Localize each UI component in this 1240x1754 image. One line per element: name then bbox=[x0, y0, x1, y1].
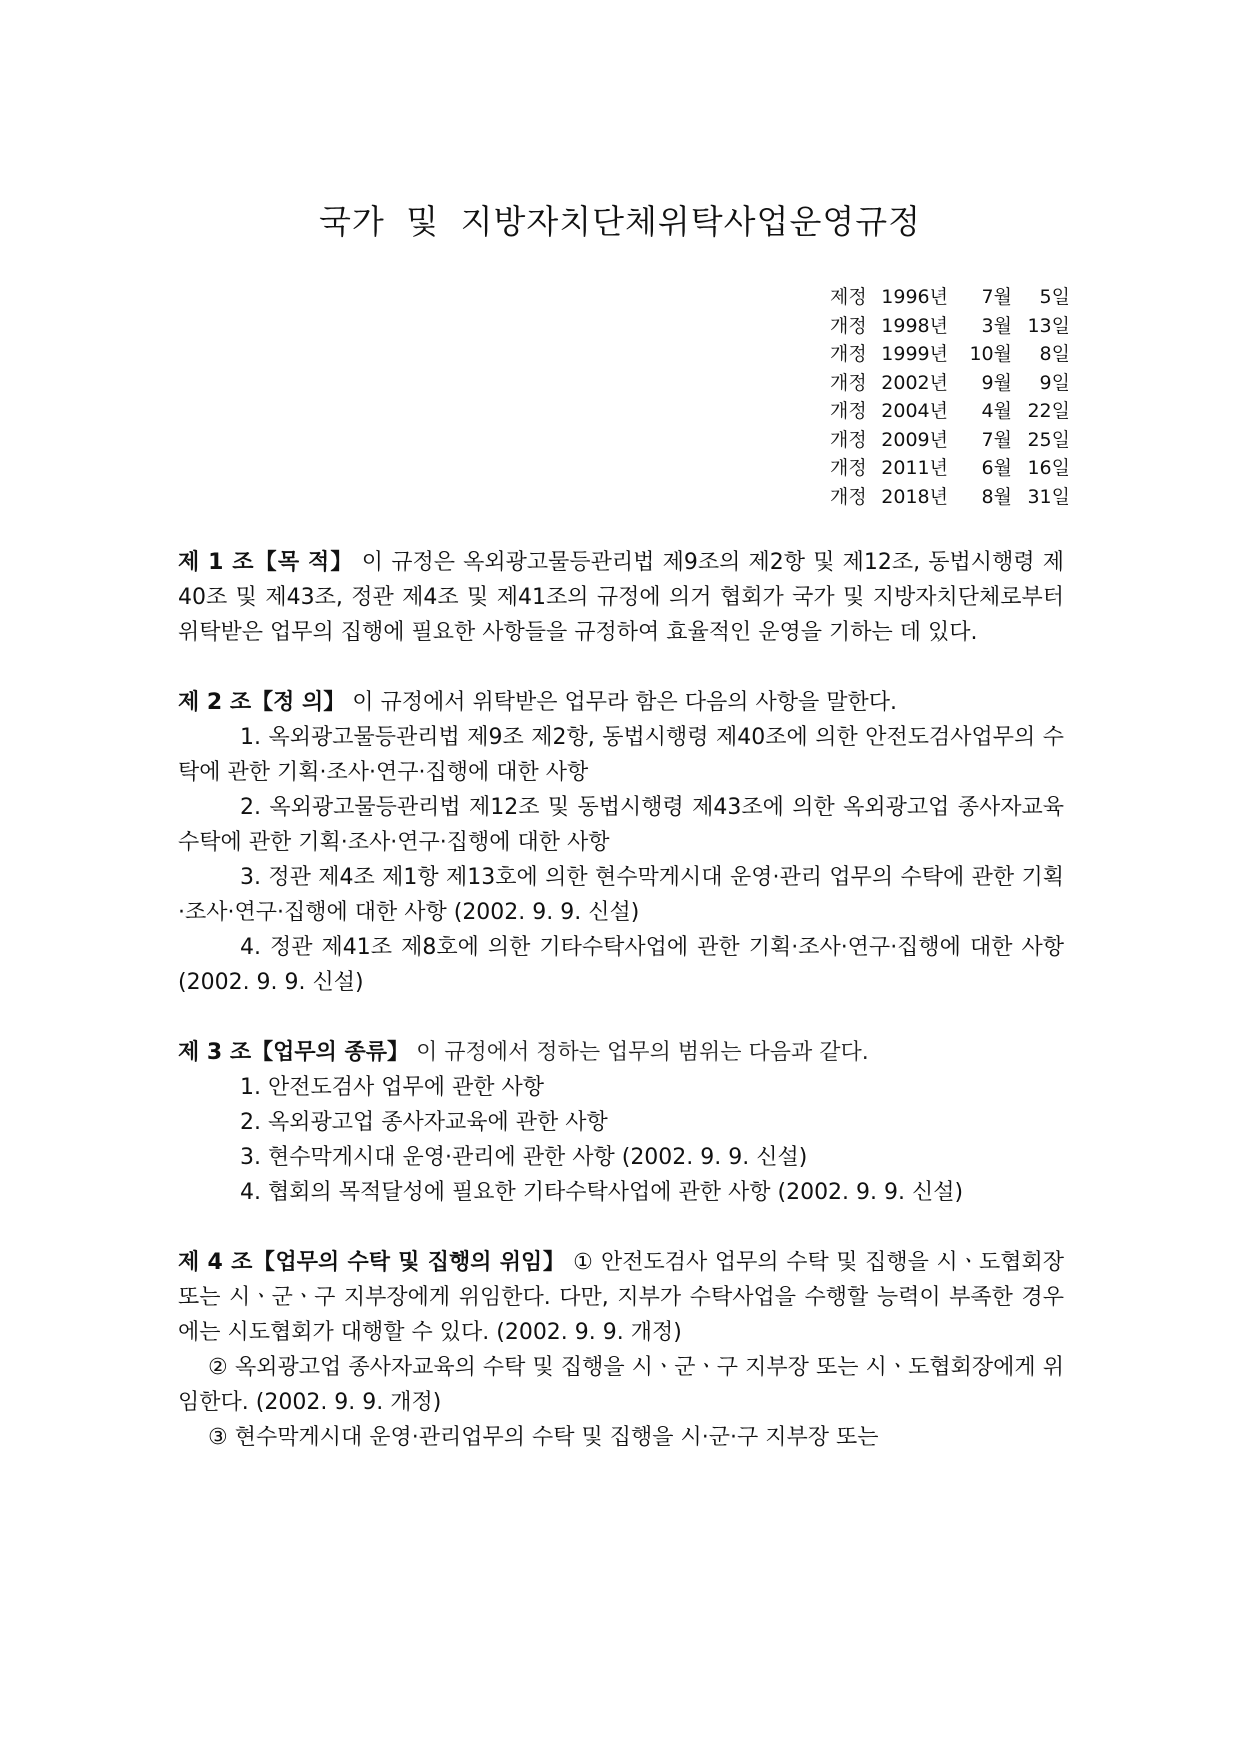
article-4-paragraph bbox=[178, 1245, 1064, 1350]
revision-history-row bbox=[770, 340, 1070, 369]
document-title: 국가 및 지방자치단체위탁사업운영규정 bbox=[319, 202, 921, 241]
revision-day: 9일 bbox=[1039, 371, 1070, 394]
revision-month: 7월 bbox=[981, 428, 1012, 451]
revision-history-row bbox=[770, 454, 1070, 483]
revision-label: 개정 bbox=[830, 314, 867, 337]
revision-label: 개정 bbox=[830, 485, 867, 508]
article-4-clause: ③ 현수막게시대 운영·관리업무의 수탁 및 집행을 시·군·구 지부장 또는 bbox=[208, 1425, 879, 1450]
revision-history bbox=[770, 283, 1070, 511]
revision-year: 2011년 bbox=[881, 457, 948, 479]
revision-year: 2004년 bbox=[881, 400, 948, 422]
article-1-heading: 제 1 조【목 적】 bbox=[178, 550, 354, 575]
article-3-item: 2. 옥외광고업 종사자교육에 관한 사항 bbox=[240, 1110, 608, 1135]
revision-day: 5일 bbox=[1039, 286, 1070, 308]
article-1-paragraph bbox=[178, 545, 1064, 650]
revision-label: 개정 bbox=[830, 371, 867, 394]
revision-day: 13일 bbox=[1027, 314, 1070, 337]
revision-label: 개정 bbox=[830, 400, 867, 422]
revision-label: 제정 bbox=[830, 286, 867, 308]
revision-year: 1998년 bbox=[881, 314, 948, 337]
revision-year: 2018년 bbox=[881, 485, 948, 508]
revision-month: 8월 bbox=[981, 485, 1012, 508]
revision-month: 6월 bbox=[981, 457, 1012, 479]
article-2-item: 2. 옥외광고물등관리법 제12조 및 동법시행령 제43조에 의한 옥외광고업 종사자교육 수탁에 관한 기획·조사·연구·집행에 대한 사항 bbox=[178, 795, 1064, 855]
article-1 bbox=[178, 545, 1064, 650]
article-2-item: 4. 정관 제41조 제8호에 의한 기타수탁사업에 관한 기획·조사·연구·집행에 대한 사항(2002. 9. 9. 신설) bbox=[178, 935, 1064, 995]
article-2-heading: 제 2 조【정 의】 bbox=[178, 690, 346, 715]
article-2-item: 1. 옥외광고물등관리법 제9조 제2항, 동법시행령 제40조에 의한 안전도검사업무의 수탁에 관한 기획·조사·연구·집행에 대한 사항 bbox=[178, 725, 1064, 785]
article-3-paragraph bbox=[178, 1035, 1064, 1070]
article-4 bbox=[178, 1245, 1064, 1455]
article-4-heading: 제 4 조【업무의 수탁 및 집행의 위임】 bbox=[178, 1250, 566, 1275]
revision-year: 1996년 bbox=[881, 286, 948, 308]
article-2-paragraph bbox=[178, 685, 1064, 720]
article-2 bbox=[178, 685, 1064, 1000]
document-body bbox=[178, 545, 1064, 1490]
revision-month: 3월 bbox=[981, 314, 1012, 337]
revision-day: 8일 bbox=[1039, 343, 1070, 365]
article-4-clause: ② 옥외광고업 종사자교육의 수탁 및 집행을 시ㆍ군ㆍ구 지부장 또는 시ㆍ도협회장에게 위임한다. (2002. 9. 9. 개정) bbox=[178, 1355, 1064, 1415]
revision-history-row bbox=[770, 426, 1070, 455]
article-2-item: 3. 정관 제4조 제1항 제13호에 의한 현수막게시대 운영·관리 업무의 수탁에 관한 기획·조사·연구·집행에 대한 사항 (2002. 9. 9. 신설) bbox=[178, 865, 1064, 925]
article-3 bbox=[178, 1035, 1064, 1210]
revision-label: 개정 bbox=[830, 457, 867, 479]
revision-month: 10월 bbox=[969, 343, 1012, 365]
revision-year: 2002년 bbox=[881, 371, 948, 394]
revision-label: 개정 bbox=[830, 428, 867, 451]
article-3-heading: 제 3 조【업무의 종류】 bbox=[178, 1040, 410, 1065]
revision-history-row bbox=[770, 283, 1070, 312]
article-3-item: 4. 협회의 목적달성에 필요한 기타수탁사업에 관한 사항 (2002. 9. 9. 신설) bbox=[240, 1180, 964, 1205]
revision-day: 22일 bbox=[1027, 400, 1070, 422]
article-2-text: 이 규정에서 위탁받은 업무라 함은 다음의 사항을 말한다. bbox=[352, 690, 898, 715]
revision-month: 4월 bbox=[981, 400, 1012, 422]
revision-day: 16일 bbox=[1027, 457, 1070, 479]
article-1-text: 이 규정은 옥외광고물등관리법 제9조의 제2항 및 제12조, 동법시행령 제40조 및 제43조, 정관 제4조 및 제41조의 규정에 의거 협회가 국가 및 지방자치단체로부터 위탁받은 업무의 집행에 필요한 사항들을 규정하여 효율적인 운영을 기하는 데 있다. bbox=[178, 550, 1064, 645]
article-4-text: ① 안전도검사 업무의 수탁 및 집행을 시ㆍ도협회장 또는 시ㆍ군ㆍ구 지부장에게 위임한다. 다만, 지부가 수탁사업을 수행할 능력이 부족한 경우에는 시도협회가 대행할 수 있다. (2002. 9. 9. 개정) bbox=[178, 1250, 1064, 1345]
revision-day: 31일 bbox=[1027, 485, 1070, 508]
article-3-item: 1. 안전도검사 업무에 관한 사항 bbox=[240, 1075, 544, 1100]
revision-history-row bbox=[770, 397, 1070, 426]
revision-day: 25일 bbox=[1027, 428, 1070, 451]
revision-history-row bbox=[770, 312, 1070, 341]
revision-month: 7월 bbox=[981, 286, 1012, 308]
article-3-item: 3. 현수막게시대 운영·관리에 관한 사항 (2002. 9. 9. 신설) bbox=[240, 1145, 808, 1170]
revision-history-row bbox=[770, 483, 1070, 512]
revision-year: 2009년 bbox=[881, 428, 948, 451]
article-3-text: 이 규정에서 정하는 업무의 범위는 다음과 같다. bbox=[416, 1040, 869, 1065]
revision-history-row bbox=[770, 369, 1070, 398]
revision-year: 1999년 bbox=[881, 343, 948, 365]
revision-label: 개정 bbox=[830, 343, 867, 365]
revision-month: 9월 bbox=[981, 371, 1012, 394]
